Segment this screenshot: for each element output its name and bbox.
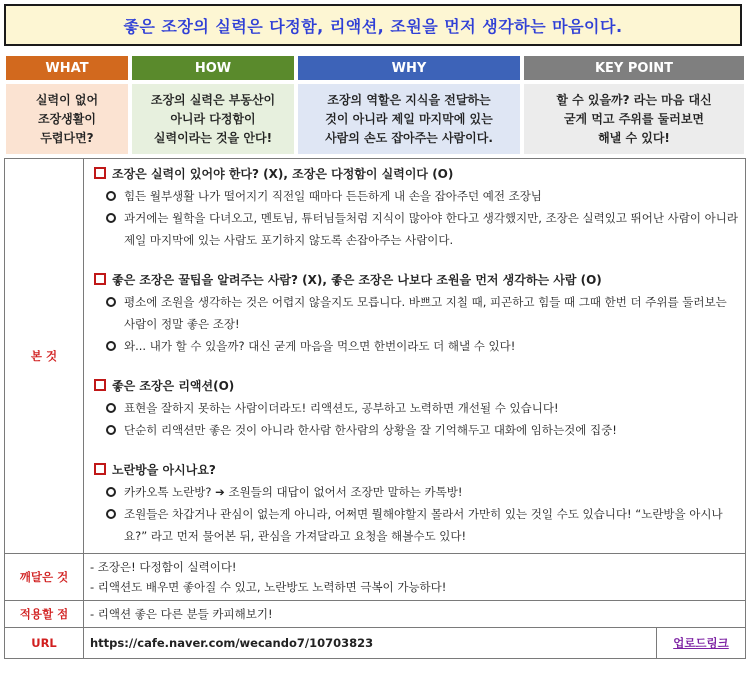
section-title: 조장은 실력이 있어야 한다? (X), 조장은 다정함이 실력이다 (O) <box>112 167 454 181</box>
realized-line: - 조장은! 다정함이 실력이다! <box>90 560 237 574</box>
seen-content <box>84 159 746 554</box>
summary-row <box>6 84 744 154</box>
bullet-circle-icon <box>106 191 116 201</box>
upload-link[interactable]: 업로드링크 <box>657 628 746 659</box>
list-item: 카카오톡 노란방? ➔ 조원들의 대답이 없어서 조장만 말하는 카톡방! <box>94 481 739 503</box>
section <box>94 375 739 441</box>
bullet-circle-icon <box>106 487 116 497</box>
list-item: 단순히 리액션만 좋은 것이 아니라 한사람 한사람의 상황을 잘 기억해두고 대화에 임하는것에 집중! <box>94 419 739 441</box>
url-link[interactable]: https://cafe.naver.com/wecando7/10703823 <box>84 628 657 659</box>
header-row <box>6 56 744 80</box>
section <box>94 459 739 547</box>
realized-row <box>5 554 746 601</box>
section <box>94 269 739 357</box>
realized-line: - 리액션도 배우면 좋아질 수 있고, 노란방도 노력하면 극복이 가능하다! <box>90 580 447 594</box>
summary-why: 조장의 역할은 지식을 전달하는 것이 아니라 제일 마지막에 있는 사람의 손도 잡아주는 사람이다. <box>298 84 520 154</box>
url-label: URL <box>5 628 84 659</box>
realized-label: 깨달은 것 <box>5 554 84 601</box>
bullet-circle-icon <box>106 425 116 435</box>
checkbox-icon <box>94 463 106 475</box>
checkbox-icon <box>94 379 106 391</box>
seen-label: 본 것 <box>5 159 84 554</box>
section-title: 좋은 조장은 꿀팁을 알려주는 사람? (X), 좋은 조장은 나보다 조원을 먼저 생각하는 사람 (O) <box>112 273 602 287</box>
header-key-point: KEY POINT <box>524 56 744 80</box>
list-item: 힘든 월부생활 나가 떨어지기 직전일 때마다 든든하게 내 손을 잡아주던 예전 조장님 <box>94 185 739 207</box>
checkbox-icon <box>94 273 106 285</box>
list-item: 조원들은 차갑거나 관심이 없는게 아니라, 어쩌면 뭘해야할지 몰라서 가만히 있는 것일 수도 있습니다! “노란방을 아시나요?” 라고 먼저 물어본 뒤, 관심을 가져달라고 요청을 해볼수도 있다! <box>94 503 739 547</box>
summary-what: 실력이 없어 조장생활이 두렵다면? <box>6 84 128 154</box>
notes-table <box>4 158 746 659</box>
header-what: WHAT <box>6 56 128 80</box>
checkbox-icon <box>94 167 106 179</box>
section-title: 노란방을 아시나요? <box>112 463 216 477</box>
apply-row <box>5 601 746 628</box>
realized-content <box>84 554 746 601</box>
seen-row <box>5 159 746 554</box>
section <box>94 163 739 251</box>
summary-key-point: 할 수 있을까? 라는 마음 대신 굳게 먹고 주위를 둘러보면 해낼 수 있다! <box>524 84 744 154</box>
header-why: WHY <box>298 56 520 80</box>
section-title: 좋은 조장은 리액션(O) <box>112 379 235 393</box>
bullet-circle-icon <box>106 509 116 519</box>
bullet-circle-icon <box>106 403 116 413</box>
apply-label: 적용할 점 <box>5 601 84 628</box>
page-title: 좋은 조장의 실력은 다정함, 리액션, 조원을 먼저 생각하는 마음이다. <box>123 16 623 36</box>
url-row <box>5 628 746 659</box>
title-banner <box>4 4 742 46</box>
summary-how: 조장의 실력은 부동산이 아니라 다정함이 실력이라는 것을 안다! <box>132 84 294 154</box>
apply-content: - 리액션 좋은 다른 분들 카피해보기! <box>84 601 746 628</box>
list-item: 평소에 조원을 생각하는 것은 어렵지 않을지도 모릅니다. 바쁘고 지칠 때, 피곤하고 힘들 때 그때 한번 더 주위를 둘러보는 사람이 정말 좋은 조장! <box>94 291 739 335</box>
list-item: 과거에는 월학을 다녀오고, 멘토님, 튜터님들처럼 지식이 많아야 한다고 생각했지만, 조장은 실력있고 뛰어난 사람이 아니라 제일 마지막에 있는 사람도 포기하지 않도록 손잡아주는 사람이다. <box>94 207 739 251</box>
bullet-circle-icon <box>106 297 116 307</box>
bullet-circle-icon <box>106 341 116 351</box>
list-item: 표현을 잘하지 못하는 사람이더라도! 리액션도, 공부하고 노력하면 개선될 수 있습니다! <box>94 397 739 419</box>
bullet-circle-icon <box>106 213 116 223</box>
header-how: HOW <box>132 56 294 80</box>
list-item: 와... 내가 할 수 있을까? 대신 굳게 마음을 먹으면 한번이라도 더 해낼 수 있다! <box>94 335 739 357</box>
